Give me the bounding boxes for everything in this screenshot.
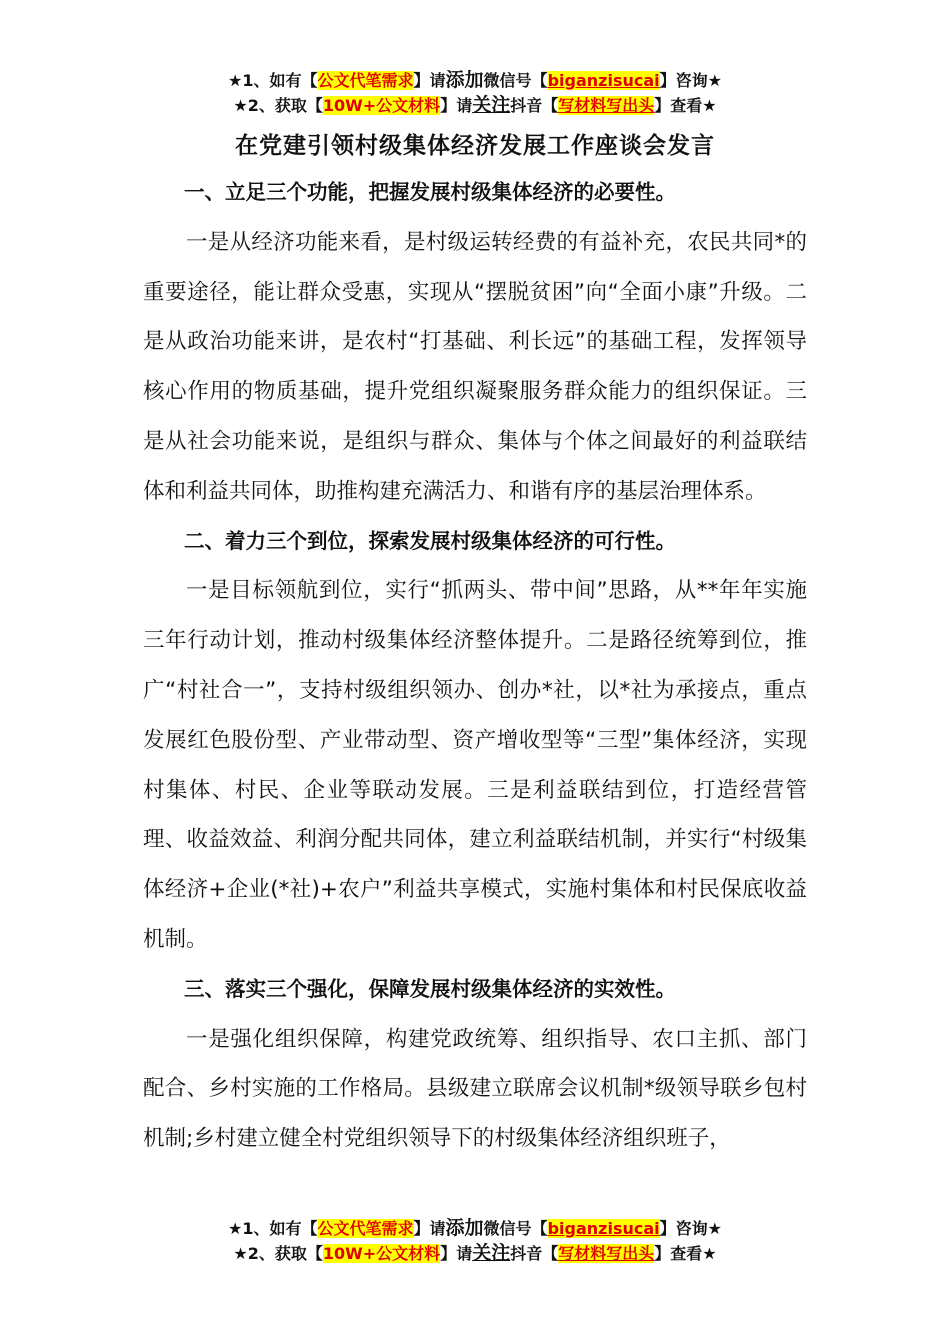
promo-line-2 bbox=[0, 93, 950, 118]
promo-emphasis: 添加 bbox=[445, 1217, 484, 1239]
star-icon: ★ bbox=[228, 71, 243, 90]
promo-emphasis: 添加 bbox=[445, 69, 484, 91]
section-heading: 三、落实三个强化，保障发展村级集体经济的实效性。 bbox=[184, 976, 676, 1001]
document-body bbox=[143, 168, 807, 1164]
promo-text: 2、获取【 bbox=[247, 96, 323, 115]
star-icon: ★ bbox=[707, 1219, 722, 1238]
promo-text: 微信号【 bbox=[483, 1219, 548, 1238]
promo-highlight: 10W+公文材料 bbox=[322, 1244, 441, 1263]
wechat-id-highlight: biganzisucai bbox=[547, 1219, 660, 1238]
star-icon: ★ bbox=[233, 1244, 248, 1263]
promo-line-1 bbox=[0, 68, 950, 93]
promo-highlight: 公文代笔需求 bbox=[317, 1219, 414, 1238]
body-paragraph: 一是目标领航到位，实行“抓两头、带中间”思路，从**年年实施三年行动计划，推动村级集体经济整体提升。二是路径统筹到位，推广“村社合一”，支持村级组织领办、创办*社，以*社为承接点，重点发展红色股份型、产业带动型、资产增收型等“三型”集体经济，实现村集体、村民、企业等联动发展。三是利益联结到位，打造经营管理、收益效益、利润分配共同体，建立利益联结机制，并实行“村级集体经济+企业(*社)+农户”利益共享模式，实施村集体和村民保底收益机制。 bbox=[143, 578, 807, 952]
promo-text: 】请 bbox=[440, 96, 473, 115]
promo-text: 抖音【 bbox=[510, 96, 559, 115]
promo-text: 】查看 bbox=[654, 1244, 703, 1263]
promo-text: 1、如有【 bbox=[242, 1219, 318, 1238]
star-icon: ★ bbox=[233, 96, 248, 115]
star-icon: ★ bbox=[702, 96, 717, 115]
document-title: 在党建引领村级集体经济发展工作座谈会发言 bbox=[235, 133, 715, 159]
promo-emphasis: 关注 bbox=[472, 94, 511, 116]
promo-text: 】请 bbox=[440, 1244, 473, 1263]
promo-line-2 bbox=[0, 1241, 950, 1266]
douyin-highlight: 写材料写出头 bbox=[558, 96, 655, 115]
promo-line-1 bbox=[0, 1216, 950, 1241]
promo-banner-bottom bbox=[0, 1216, 950, 1266]
promo-text: 】查看 bbox=[654, 96, 703, 115]
douyin-highlight: 写材料写出头 bbox=[558, 1244, 655, 1263]
section-heading: 一、立足三个功能，把握发展村级集体经济的必要性。 bbox=[184, 180, 676, 204]
promo-text: 1、如有【 bbox=[242, 71, 318, 90]
promo-text: 2、获取【 bbox=[247, 1244, 323, 1263]
promo-highlight: 10W+公文材料 bbox=[322, 96, 441, 115]
promo-text: 】请 bbox=[413, 71, 446, 90]
promo-text: 】咨询 bbox=[659, 71, 708, 90]
body-paragraph: 一是从经济功能来看，是村级运转经费的有益补充，农民共同*的重要途径，能让群众受惠，实现从“摆脱贫困”向“全面小康”升级。二是从政治功能来讲，是农村“打基础、利长远”的基础工程，发挥领导核心作用的物质基础，提升党组织凝聚服务群众能力的组织保证。三是从社会功能来说，是组织与群众、集体与个体之间最好的利益联结体和利益共同体，助推构建充满活力、和谐有序的基层治理体系。 bbox=[143, 229, 807, 504]
star-icon: ★ bbox=[707, 71, 722, 90]
star-icon: ★ bbox=[702, 1244, 717, 1263]
body-paragraph: 一是强化组织保障，构建党政统筹、组织指导、农口主抓、部门配合、乡村实施的工作格局。县级建立联席会议机制*级领导联乡包村机制;乡村建立健全村党组织领导下的村级集体经济组织班子， bbox=[143, 1026, 807, 1152]
promo-banner-top bbox=[0, 68, 950, 118]
promo-text: 】请 bbox=[413, 1219, 446, 1238]
promo-text: 】咨询 bbox=[659, 1219, 708, 1238]
promo-text: 微信号【 bbox=[483, 71, 548, 90]
wechat-id-highlight: biganzisucai bbox=[547, 71, 660, 90]
promo-text: 抖音【 bbox=[510, 1244, 559, 1263]
promo-highlight: 公文代笔需求 bbox=[317, 71, 414, 90]
section-heading: 二、着力三个到位，探索发展村级集体经济的可行性。 bbox=[184, 528, 676, 553]
star-icon: ★ bbox=[228, 1219, 243, 1238]
promo-emphasis: 关注 bbox=[472, 1242, 511, 1264]
